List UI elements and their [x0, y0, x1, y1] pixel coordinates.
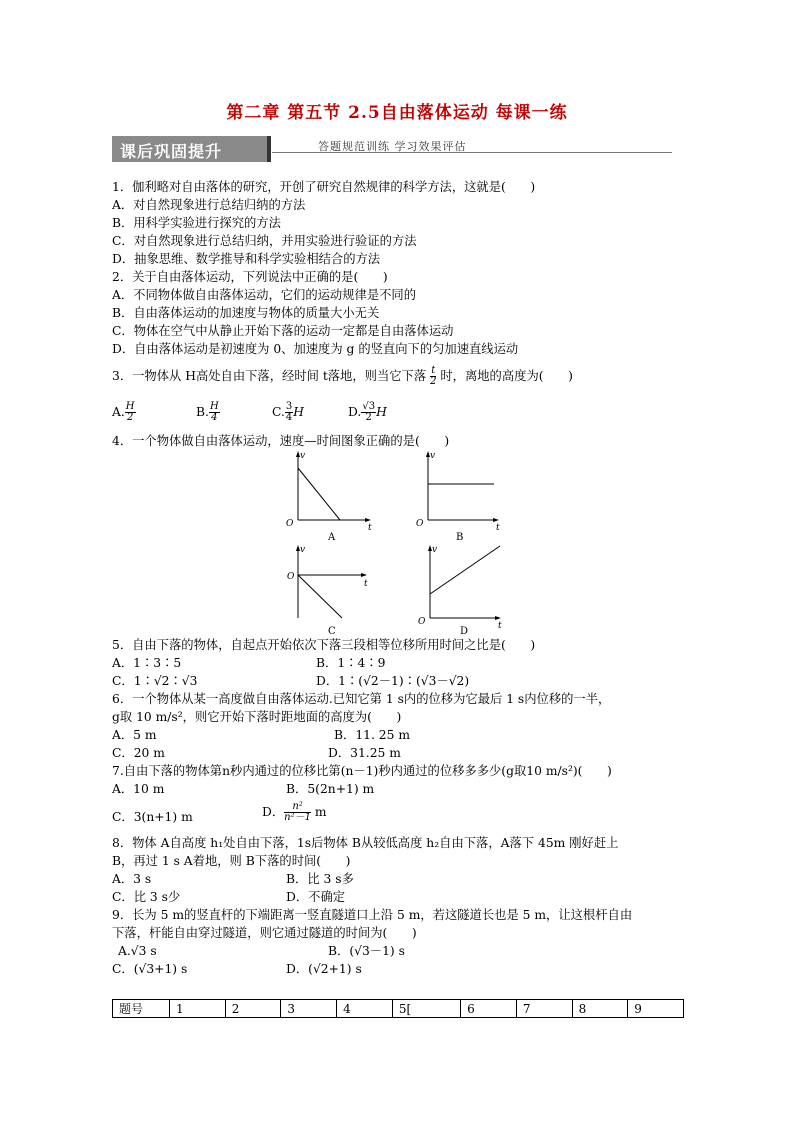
q2-option-b: B．自由落体运动的加速度与物体的质量大小无关 — [112, 306, 380, 320]
v-label: v — [430, 451, 436, 461]
q7-option-d — [262, 802, 327, 823]
origin-label: O — [286, 519, 294, 529]
graph-caption: A — [328, 532, 336, 543]
q9-option-d: D．(√2+1) s — [286, 962, 362, 976]
q6-stem-line2: g取 10 m/s²，则它开始下落时距地面的高度为( ) — [112, 710, 402, 724]
q9-option-a: A.√3 s — [118, 944, 157, 958]
banner-subtitle: 答题规范训练 学习效果评估 — [318, 140, 467, 153]
option-label: D． — [262, 805, 285, 819]
q1-stem: 1．伽利略对自由落体的研究，开创了研究自然规律的科学方法，这就是( ) — [112, 180, 536, 194]
fraction-numerator: H — [125, 401, 135, 412]
option-fraction — [209, 402, 220, 423]
q3-option-a — [112, 402, 136, 423]
graph-line — [298, 575, 342, 618]
fraction-numerator: t — [431, 365, 436, 376]
q9-stem-line2: 下落，杆能自由穿过隧道，则它通过隧道的时间为( ) — [112, 926, 417, 940]
q2-stem: 2．关于自由落体运动，下列说法中正确的是( ) — [112, 270, 388, 284]
fraction-denominator: 2 — [430, 376, 437, 387]
graph-c — [282, 542, 382, 638]
q2-option-d: D．自由落体运动是初速度为 0、加速度为 g 的竖直向下的匀加速直线运动 — [112, 342, 519, 356]
arrow-icon — [495, 616, 501, 620]
option-fraction — [125, 402, 136, 423]
fraction-numerator: H — [209, 401, 219, 412]
answer-cell-2[interactable]: 2 — [225, 1000, 281, 1018]
origin-label: O — [287, 572, 295, 582]
option-label: B. — [196, 405, 209, 419]
arrow-icon — [365, 518, 371, 522]
q3-stem — [112, 366, 573, 387]
q5-option-a: A．1∶3∶5 — [112, 656, 182, 670]
graph-caption: C — [328, 626, 336, 637]
q1-option-b: B．用科学实验进行探究的方法 — [112, 216, 281, 230]
q7-option-c: C．3(n+1) m — [112, 810, 193, 824]
answer-cell-9[interactable]: 9 — [628, 1000, 684, 1018]
v-label: v — [300, 451, 306, 461]
answer-table — [112, 999, 684, 1018]
graph-a — [280, 448, 380, 544]
q1-option-a: A．对自然现象进行总结归纳的方法 — [112, 198, 306, 212]
q5-option-d: D．1∶(√2－1)∶(√3－√2) — [316, 674, 470, 688]
q3-option-b — [196, 402, 220, 423]
q7-option-b: B．5(2n+1) m — [286, 782, 375, 796]
option-label: D. — [348, 405, 362, 419]
option-fraction — [284, 802, 311, 823]
graph-b — [412, 448, 512, 544]
q7-stem: 7.自由下落的物体第n秒内通过的位移比第(n－1)秒内通过的位移多多少(g取10 m/s²)( ) — [112, 764, 612, 778]
q3-option-d — [348, 402, 387, 423]
q3-option-c — [272, 402, 304, 423]
q8-stem-line1: 8．物体 A自高度 h₁处自由下落，1s后物体 B从较低高度 h₂自由下落，A落下 45m 刚好赶上 — [112, 836, 619, 850]
q5-stem: 5．自由下落的物体，自起点开始依次下落三段相等位移所用时间之比是( ) — [112, 638, 536, 652]
origin-label: O — [418, 617, 426, 627]
graph-line — [298, 468, 340, 520]
option-unit: m — [314, 805, 327, 819]
option-variable: H — [293, 405, 304, 419]
q2-option-c: C．物体在空气中从静止开始下落的运动一定都是自由落体运动 — [112, 324, 454, 338]
q8-option-d: D．不确定 — [286, 890, 346, 904]
q3-stem-pre: 3．一物体从 H高处自由下落，经时间 t落地，则当它下落 — [112, 369, 427, 383]
t-label: t — [368, 523, 372, 533]
fraction-numerator: √3 — [362, 401, 376, 412]
answer-cell-5[interactable]: 5[ — [392, 1000, 460, 1018]
q8-option-a: A．3 s — [112, 872, 152, 886]
table-row — [113, 1000, 684, 1018]
v-label: v — [432, 545, 438, 555]
arrow-icon — [493, 518, 499, 522]
q8-stem-line2: B，再过 1 s A着地，则 B下落的时间( ) — [112, 854, 351, 868]
origin-label: O — [416, 519, 424, 529]
answer-cell-8[interactable]: 8 — [572, 1000, 628, 1018]
q7-option-a: A．10 m — [112, 782, 165, 796]
q6-option-b: B．11. 25 m — [334, 728, 411, 742]
q3-stem-fraction — [430, 366, 436, 387]
fraction-numerator: 3 — [285, 401, 293, 412]
answer-cell-1[interactable]: 1 — [170, 1000, 226, 1018]
q6-option-c: C．20 m — [112, 746, 165, 760]
table-header-cell: 题号 — [113, 1000, 170, 1018]
answer-cell-7[interactable]: 7 — [516, 1000, 572, 1018]
q3-stem-post: 时，离地的高度为( ) — [440, 369, 573, 383]
graph-line — [430, 546, 500, 594]
q6-stem-line1: 6．一个物体从某一高度做自由落体运动.已知它第 1 s内的位移为它最后 1 s内位移的一半， — [112, 692, 611, 706]
arrow-icon — [361, 573, 367, 577]
answer-cell-4[interactable]: 4 — [337, 1000, 393, 1018]
t-label: t — [498, 621, 502, 631]
fraction-denominator: 2 — [365, 412, 372, 423]
q6-option-d: D．31.25 m — [328, 746, 401, 760]
q4-stem: 4．一个物体做自由落体运动，速度—时间图象正确的是( ) — [112, 434, 450, 448]
q9-stem-line1: 9．长为 5 m的竖直杆的下端距离一竖直隧道口上沿 5 m，若这隧道长也是 5 m，让这根杆自由 — [112, 908, 633, 922]
page-title: 第二章 第五节 2.5自由落体运动 每课一练 — [226, 103, 568, 123]
t-label: t — [364, 579, 368, 589]
q2-option-a: A．不同物体做自由落体运动，它们的运动规律是不同的 — [112, 288, 417, 302]
answer-cell-6[interactable]: 6 — [461, 1000, 517, 1018]
q6-option-a: A．5 m — [112, 728, 157, 742]
q8-option-b: B．比 3 s多 — [286, 872, 354, 886]
q5-option-c: C．1∶√2∶√3 — [112, 674, 198, 688]
fraction-denominator: 4 — [285, 412, 293, 423]
banner-label: 课后巩固提升 — [120, 142, 223, 161]
q1-option-d: D．抽象思维、数学推导和科学实验相结合的方法 — [112, 252, 381, 266]
q5-option-b: B．1∶4∶9 — [316, 656, 386, 670]
q9-option-b: B．(√3－1) s — [328, 944, 405, 958]
option-label: C. — [272, 405, 285, 419]
graph-caption: B — [456, 532, 464, 543]
option-fraction — [361, 402, 376, 423]
q9-option-c: C．(√3+1) s — [112, 962, 188, 976]
section-banner — [112, 136, 271, 162]
fraction-denominator: 2 — [126, 412, 134, 423]
option-label: A. — [112, 405, 125, 419]
t-label: t — [496, 523, 500, 533]
option-fraction — [285, 402, 293, 423]
v-label: v — [300, 545, 306, 555]
option-variable: H — [376, 405, 387, 419]
q8-option-c: C．比 3 s少 — [112, 890, 181, 904]
fraction-numerator: n² — [284, 802, 311, 813]
graph-d — [414, 542, 514, 638]
graph-caption: D — [460, 626, 469, 637]
answer-cell-3[interactable]: 3 — [281, 1000, 337, 1018]
fraction-denominator: 4 — [211, 412, 218, 423]
fraction-denominator: n²－1 — [284, 812, 311, 823]
q1-option-c: C．对自然现象进行总结归纳，并用实验进行验证的方法 — [112, 234, 417, 248]
